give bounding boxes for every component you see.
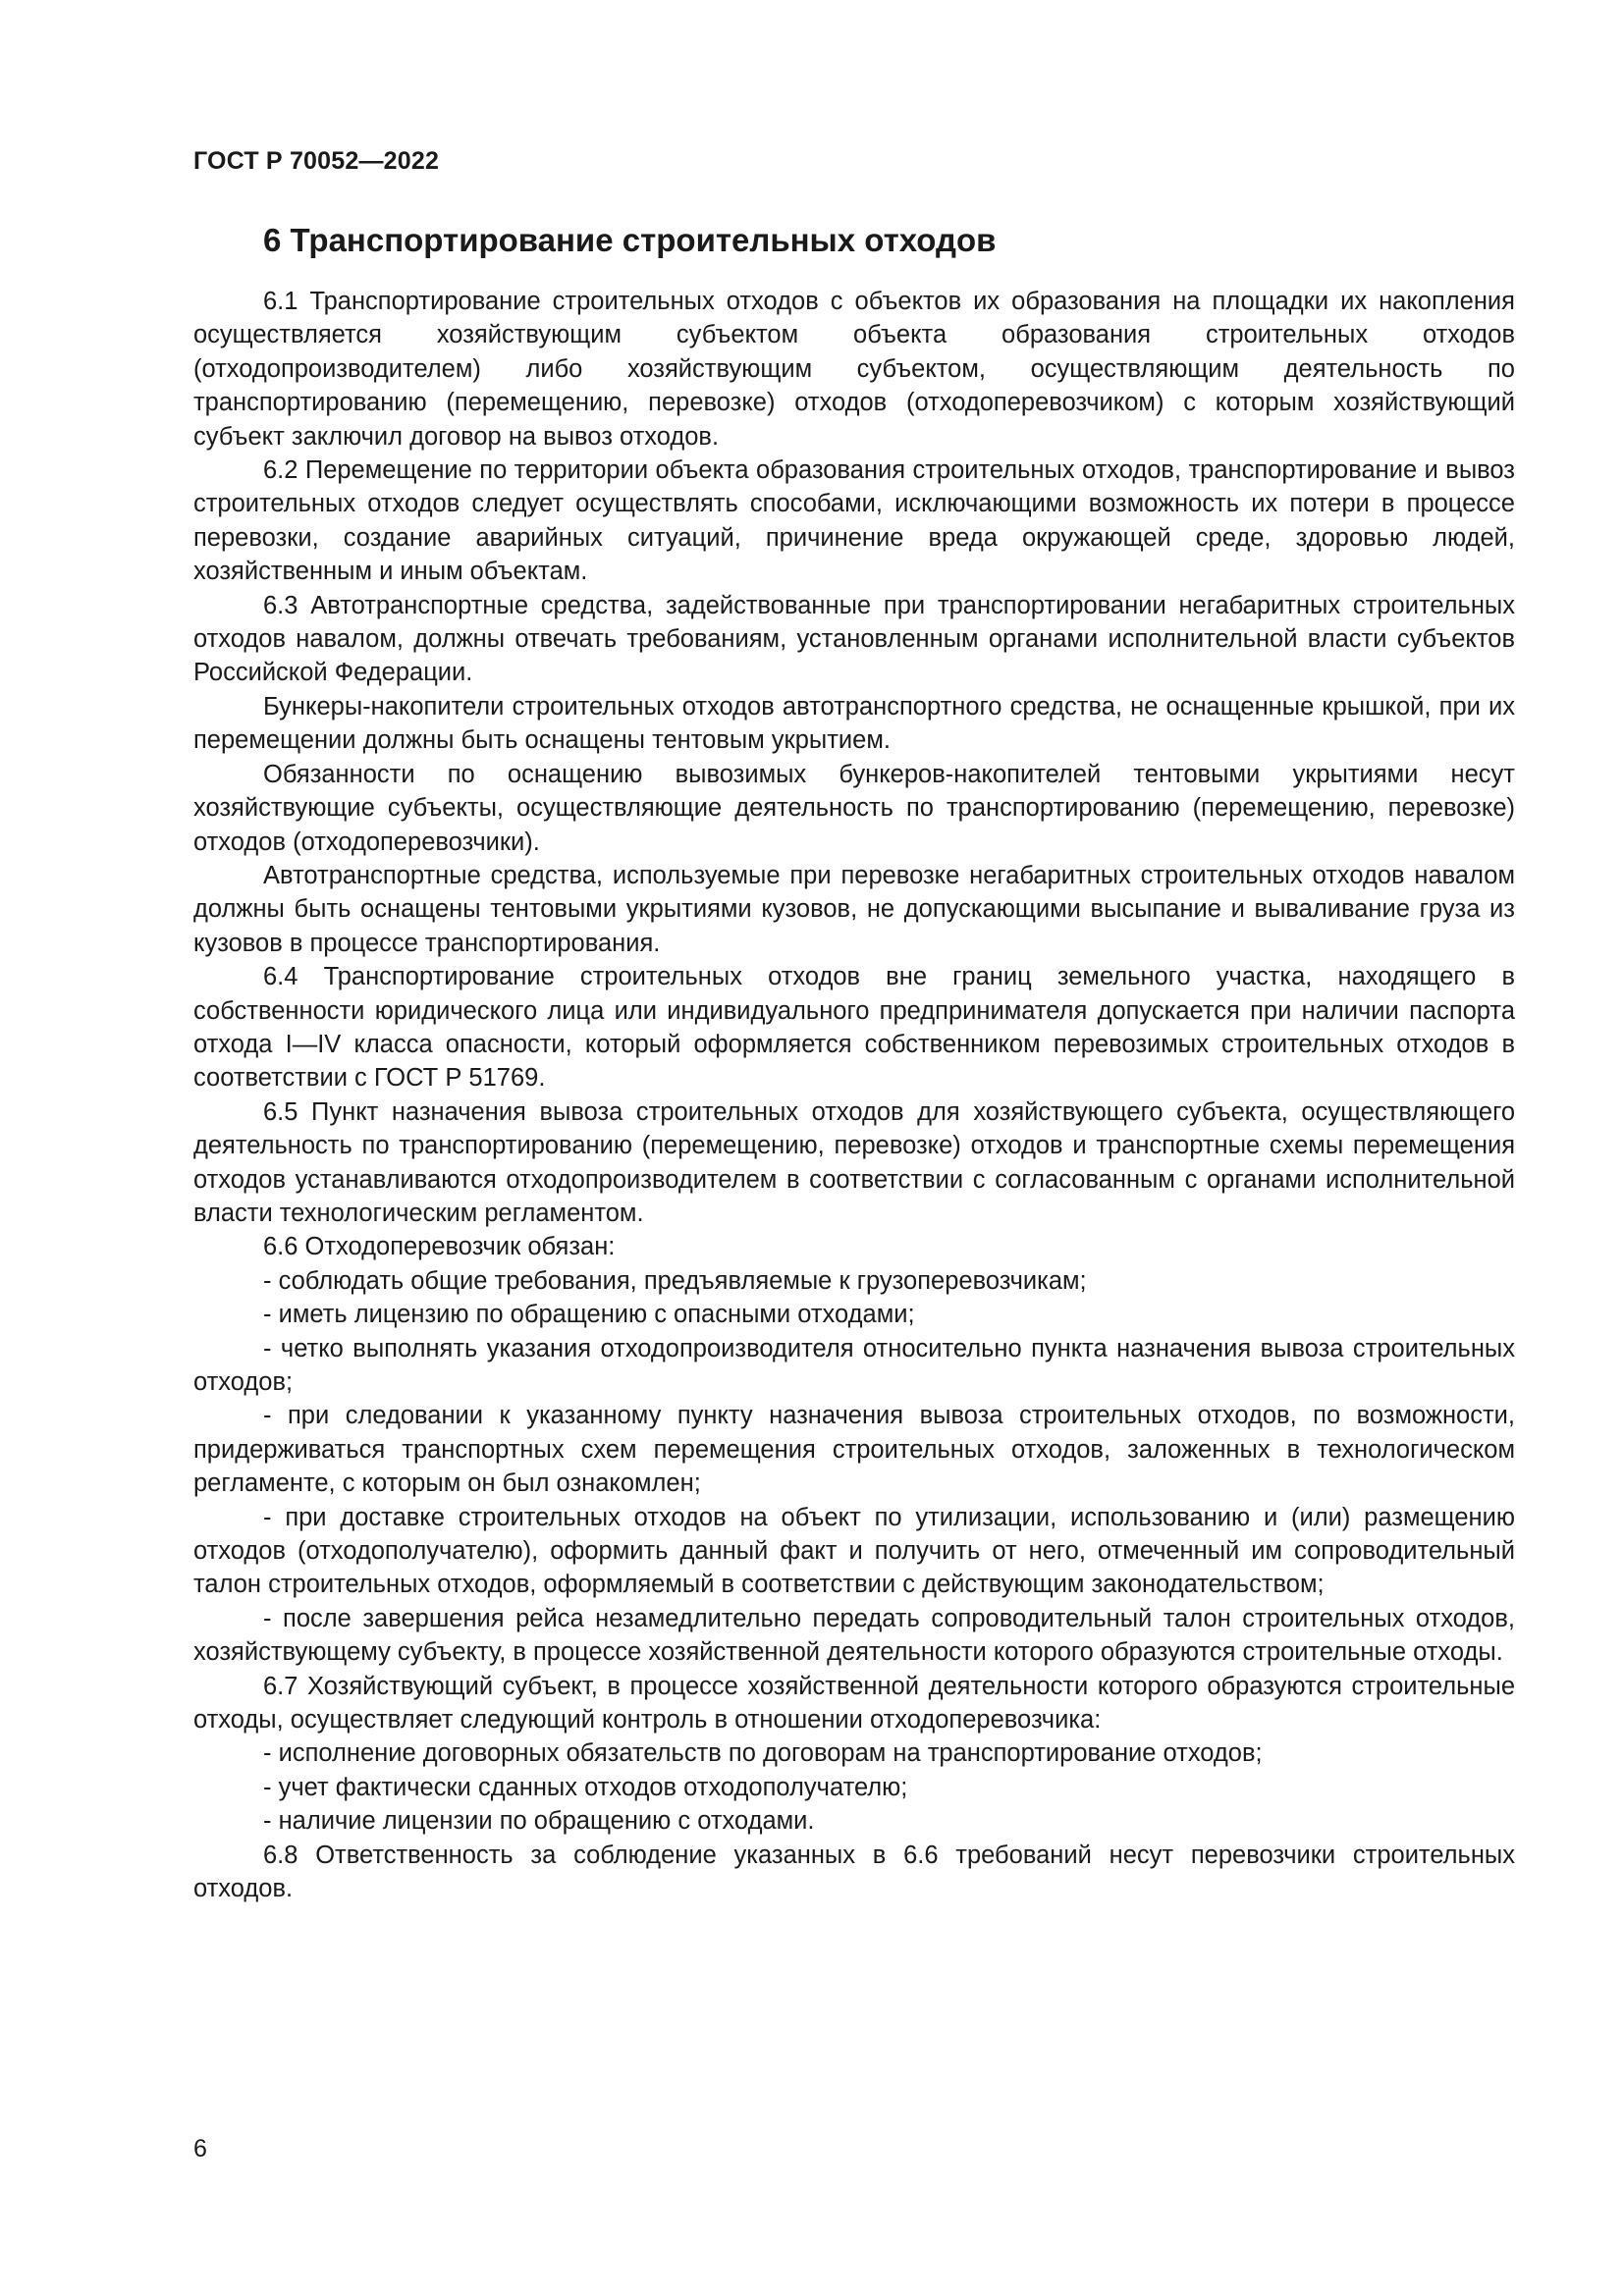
list-item: - исполнение договорных обязательств по договорам на транспортирование отходов; xyxy=(263,1739,1263,1768)
paragraph-6-2: 6.2 Перемещение по территории объекта образования строительных отходов, транспортирование и вывоз строительных отходов следует осуществлять способами, исключающими возможность их потери в процессе перевозки, создание аварийных ситуаций, причинение вреда окружающей среде, здоровью людей, хозяйственным и иным объектам. xyxy=(193,456,1515,586)
paragraph-vehicles: Автотранспортные средства, используемые при перевозке негабаритных строительных отходов навалом должны быть оснащены тентовыми укрытиями кузовов, не допускающими высыпание и вываливание груза из кузовов в процессе транспортирования. xyxy=(193,861,1515,957)
paragraph-6-3: 6.3 Автотранспортные средства, задействованные при транспортировании негабаритных строительных отходов навалом, должны отвечать требованиям, установленным органами исполнительной власти субъектов Российской Федерации. xyxy=(193,591,1515,687)
list-item: - после завершения рейса незамедлительно передать сопроводительный талон строительных отходов, хозяйствующему субъекту, в процессе хозяйственной деятельности которого образуются строительные отходы. xyxy=(193,1604,1515,1667)
paragraph-6-5: 6.5 Пункт назначения вывоза строительных отходов для хозяйствующего субъекта, осуществляющего деятельность по транспортированию (перемещению, перевозке) отходов и транспортные схемы перемещения отходов устанавливаются отходопроизводителем в соответствии с согласованным с органами исполнительной власти технологическим регламентом. xyxy=(193,1097,1515,1227)
paragraph-6-1: 6.1 Транспортирование строительных отходов с объектов их образования на площадки их накопления осуществляется хозяйствующим субъектом объекта образования строительных отходов (отходопроизводителем) либо хозяйствующим субъектом, осуществляющим деятельность по транспортированию (перемещению, перевозке) отходов (отходоперевозчиком) с которым хозяйствующий субъект заключил договор на вывоз отходов. xyxy=(193,288,1515,451)
paragraph-6-7: 6.7 Хозяйствующий субъект, в процессе хозяйственной деятельности которого образуются строительные отходы, осуществляет следующий контроль в отношении отходоперевозчика: xyxy=(193,1672,1515,1735)
list-item: - при следовании к указанному пункту назначения вывоза строительных отходов, по возможности, придерживаться транспортных схем перемещения строительных отходов, заложенных в технологическом регламенте, с которым он был ознакомлен; xyxy=(193,1402,1515,1498)
section-body xyxy=(193,285,1515,1906)
list-item: - четко выполнять указания отходопроизводителя относительно пункта назначения вывоза строительных отходов; xyxy=(193,1334,1515,1396)
list-item: - при доставке строительных отходов на объект по утилизации, использованию и (или) размещению отходов (отходополучателю), оформить данный факт и получить от него, отмеченный им сопроводительный талон строительных отходов, оформляемый в соответствии с действующим законодательством; xyxy=(193,1503,1515,1599)
list-item: - иметь лицензию по обращению с опасными отходами; xyxy=(263,1301,915,1329)
paragraph-6-8: 6.8 Ответственность за соблюдение указанных в 6.6 требований несут перевозчики строительных отходов. xyxy=(193,1841,1515,1903)
paragraph-6-6: 6.6 Отходоперевозчик обязан: xyxy=(263,1233,616,1261)
paragraph-bunkers: Бункеры-накопители строительных отходов автотранспортного средства, не оснащенные крышкой, при их перемещении должны быть оснащены тентовым укрытием. xyxy=(193,692,1515,755)
document-header-standard-number: ГОСТ Р 70052—2022 xyxy=(193,147,440,175)
list-item: - наличие лицензии по обращению с отходами. xyxy=(263,1807,815,1836)
page-number: 6 xyxy=(193,2135,207,2163)
paragraph-6-4: 6.4 Транспортирование строительных отходов вне границ земельного участка, находящего в собственности юридического лица или индивидуального предпринимателя допускается при наличии паспорта отхода I—IV класса опасности, который оформляется собственником перевозимых строительных отходов в соответствии с ГОСТ Р 51769. xyxy=(193,963,1515,1093)
list-item: - учет фактически сданных отходов отходополучателю; xyxy=(263,1773,908,1801)
paragraph-obligations: Обязанности по оснащению вывозимых бункеров-накопителей тентовыми укрытиями несут хозяйствующие субъекты, осуществляющие деятельность по транспортированию (перемещению, перевозке) отходов (отходоперевозчики). xyxy=(193,760,1515,856)
section-title: 6 Транспортирование строительных отходов xyxy=(263,222,997,258)
list-item: - соблюдать общие требования, предъявляемые к грузоперевозчикам; xyxy=(263,1266,1087,1295)
